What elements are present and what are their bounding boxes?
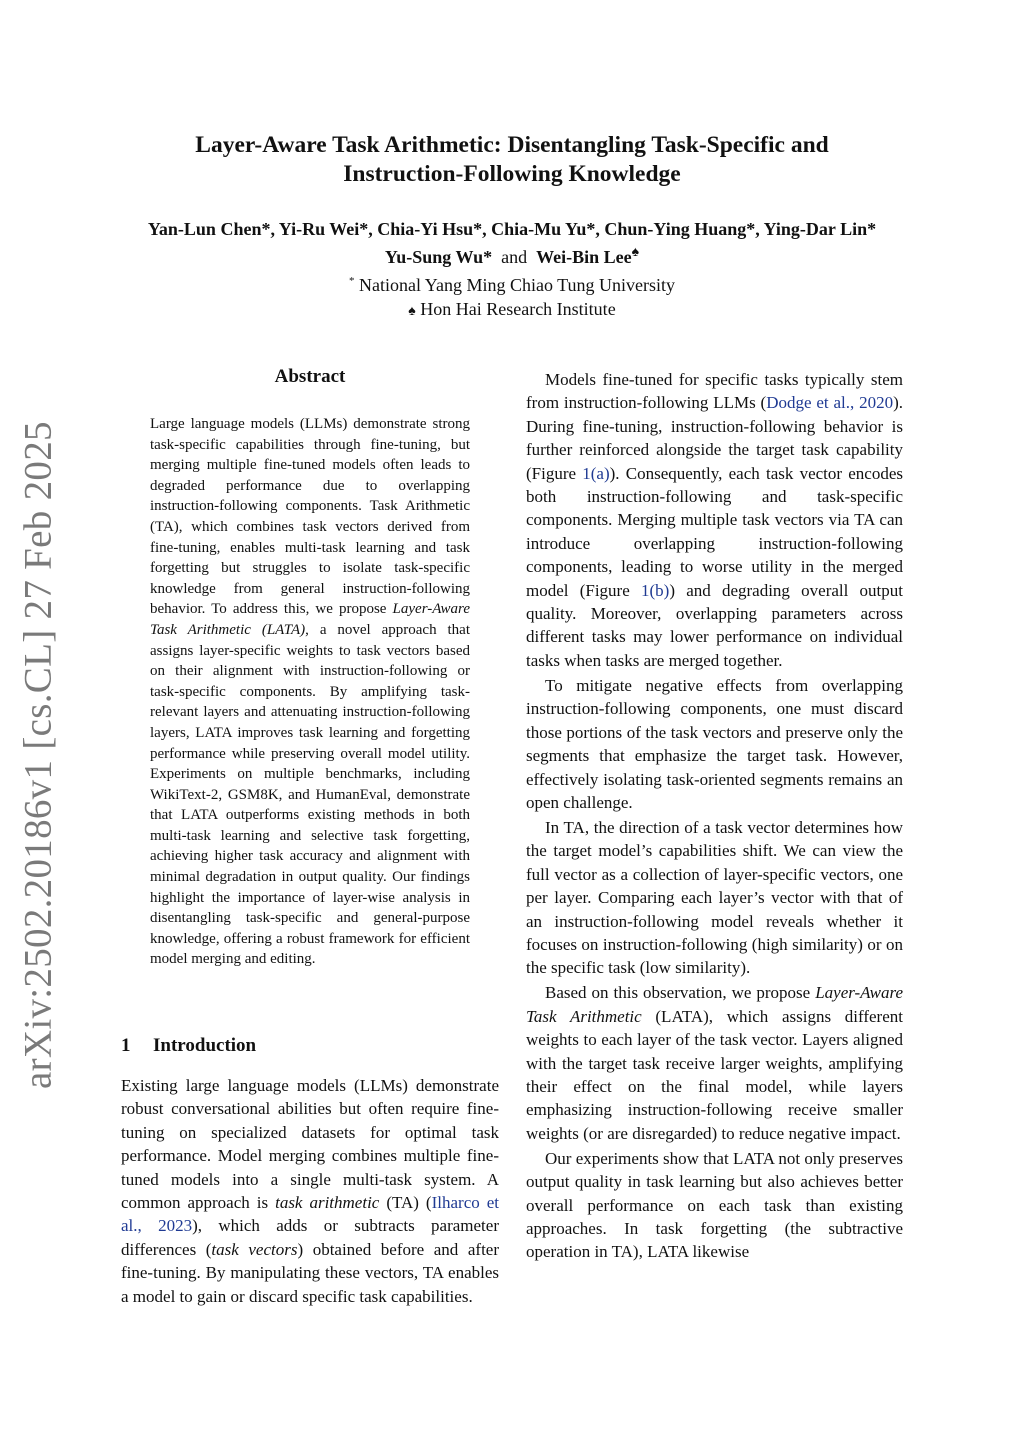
figure-link-1a[interactable]: 1(a) xyxy=(582,463,610,483)
arxiv-identifier: arXiv:2502.20186v1 [cs.CL] 27 Feb 2025 xyxy=(16,421,60,1089)
title-line-2: Instruction-Following Knowledge xyxy=(343,161,681,187)
right-paragraph-4 xyxy=(526,981,903,1145)
abstract-text-2: , a novel approach that assigns layer-specific weights to task vectors based on their alignment with instruction-following or task-specific components. By amplifying task-relevant layers and attenuating instruction-following layers, LATA improves task learning and forgetting performance while preserving overall model utility. Experiments on multiple benchmarks, including WikiText-2, GSM8K, and HumanEval, demonstrate that LATA outperforms existing methods in both multi-task learning and selective task forgetting, achieving higher task accuracy and alignment with minimal degradation in output quality. Our findings highlight the importance of layer-wise analysis in disentangling task-specific and general-purpose knowledge, offering a robust framework for efficient model merging and editing. xyxy=(150,621,470,968)
author-wu: Yu-Sung Wu* xyxy=(384,247,493,267)
author-and: and xyxy=(501,247,528,267)
citation-link-ilharco[interactable]: Ilharco et al., 2023 xyxy=(121,1193,499,1236)
right-paragraph-2: To mitigate negative effects from overlapping instruction-following components, one must discard those portions of the task vectors and preserve only the segments that emphasize the target task. However, effectively isolating task-oriented segments remains an open challenge. xyxy=(526,675,903,812)
affiliation-2 xyxy=(40,297,984,324)
abstract-emphasis: Layer-Aware Task Arithmetic (LATA) xyxy=(150,601,470,638)
r4-text-b: (LATA), which assigns different weights to each layer of the task vector. Layers aligned with the target task receive larger weights, amplifying their effect on the final model, while layers emphasizing instruction-following receive smaller weights (or are disregarded) to reduce negative impact. xyxy=(526,1006,903,1143)
section-number: 1 xyxy=(121,1035,131,1056)
intro-text-2: (TA) ( xyxy=(379,1193,432,1213)
abstract-text-1: Large language models (LLMs) demonstrate strong task-specific capabilities through fine-tuning, but merging multiple fine-tuned models often leads to degraded performance due to overlapping instruction-following components. Task Arithmetic (TA), which combines task vectors derived from fine-tuning, enables multi-task learning and task forgetting but struggles to isolate task-specific knowledge from general instruction-following behavior. To address this, we propose xyxy=(150,416,470,618)
intro-paragraph-left xyxy=(121,1074,499,1308)
author-lee: Wei-Bin Lee xyxy=(536,247,632,267)
title-line-1: Layer-Aware Task Arithmetic: Disentangling Task-Specific and xyxy=(195,132,829,158)
section-heading-introduction xyxy=(121,1035,256,1057)
r1-text-a: Models fine-tuned for specific tasks typically stem from instruction-following LLMs ( xyxy=(526,370,903,413)
r4-emphasis: Layer-Aware Task Arithmetic xyxy=(526,983,903,1026)
citation-link-dodge[interactable]: Dodge et al., 2020 xyxy=(766,393,894,413)
intro-text-1: Existing large language models (LLMs) demonstrate robust conversational abilities but often require fine-tuning on specialized datasets for optimal task performance. Model merging combines multiple fine-tuned models into a single multi-task system. A common approach is xyxy=(121,1076,499,1213)
author-names-1: Yan-Lun Chen*, Yi-Ru Wei*, Chia-Yi Hsu*, Chia-Mu Yu*, Chun-Ying Huang*, Ying-Dar Lin* xyxy=(147,219,877,239)
intro-text-3: ), which adds or subtracts parameter differences ( xyxy=(121,1216,499,1259)
spade-icon: ♠ xyxy=(631,245,640,260)
paper-title xyxy=(100,131,924,189)
authors-line-1 xyxy=(40,217,984,241)
affiliation-1: * National Yang Ming Chiao Tung University xyxy=(348,275,676,295)
abstract-heading: Abstract xyxy=(274,366,346,387)
figure-link-1b[interactable]: 1(b) xyxy=(640,580,670,600)
r4-text-a: Based on this observation, we propose xyxy=(545,983,816,1003)
right-column-text xyxy=(526,368,903,1265)
affiliation-1-text: National Yang Ming Chiao Tung University xyxy=(358,275,676,295)
abstract-body xyxy=(150,414,470,970)
right-paragraph-1 xyxy=(526,368,903,672)
affiliation-2-text: Hon Hai Research Institute xyxy=(420,299,616,319)
section-title: Introduction xyxy=(153,1035,257,1056)
spade-icon: ♠ xyxy=(408,304,416,319)
right-paragraph-5: Our experiments show that LATA not only preserves output quality in task learning but also achieves better overall performance on each task than existing approaches. In task forgetting (the subtractive operation in TA), LATA likewise xyxy=(526,1148,903,1262)
r1-text-c: ). Consequently, each task vector encodes both instruction-following and task-specific components. Merging multiple task vectors via TA can introduce overlapping instruction-following components, leading to worse utility in the merged model (Figure xyxy=(526,463,904,600)
intro-emphasis-1: task arithmetic xyxy=(275,1193,380,1213)
intro-text-4: ) obtained before and after fine-tuning. By manipulating these vectors, TA enables a model to gain or discard specific task capabilities. xyxy=(121,1239,500,1306)
r1-text-d: ) and degrading overall output quality. Moreover, overlapping parameters across different tasks may lower performance on individual tasks when tasks are merged together. xyxy=(526,580,904,670)
intro-emphasis-2: task vectors xyxy=(211,1239,298,1259)
r1-text-b: ). During fine-tuning, instruction-following behavior is further reinforced alongside the target task capability (Figure xyxy=(526,393,903,483)
authors-line-2 xyxy=(40,241,984,269)
author-block xyxy=(40,217,984,324)
right-paragraph-3: In TA, the direction of a task vector determines how the target model’s capabilities shift. We can view the full vector as a collection of layer-specific vectors, one per layer. Comparing each layer’s vector with that of an instruction-following model reveals whether it focuses on instruction-following (high similarity) or on the specific task (low similarity). xyxy=(526,817,903,978)
